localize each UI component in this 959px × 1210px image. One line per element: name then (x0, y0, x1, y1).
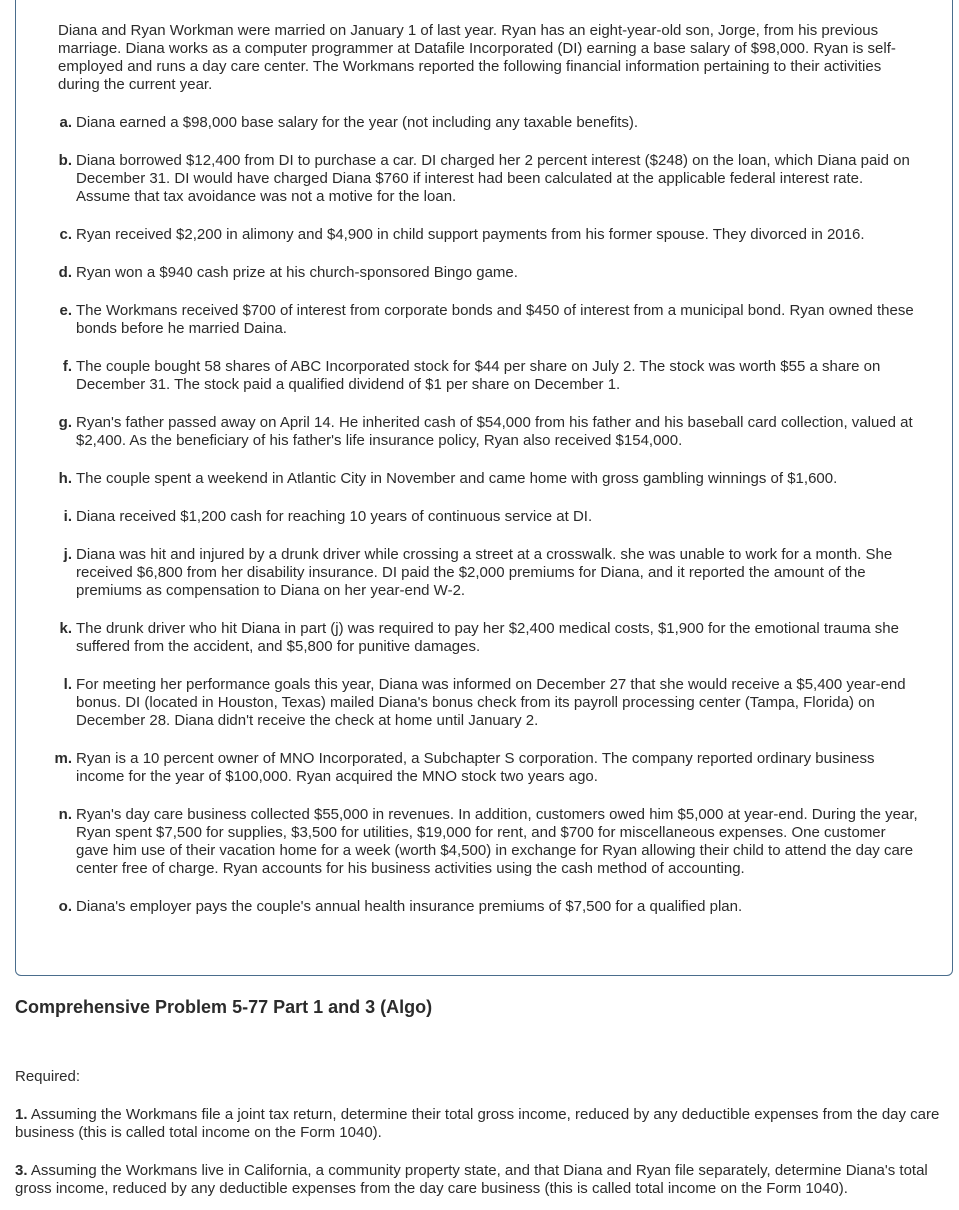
item-text: The couple spent a weekend in Atlantic City in November and came home with gross gambling winnings of $1,600. (76, 470, 838, 487)
requirement-text: Assuming the Workmans file a joint tax return, determine their total gross income, reduced by any deductible expenses from the day care business (this is called total income on the Form 1040). (15, 1106, 940, 1141)
list-item (40, 508, 920, 526)
requirement-text: Assuming the Workmans live in California, a community property state, and that Diana and Ryan file separately, determine Diana's total gross income, reduced by any deductible expenses from the day care business (this is called total income on the Form 1040). (15, 1162, 928, 1197)
required-label: Required: (15, 1068, 81, 1085)
requirement-number: 3. (15, 1162, 28, 1179)
item-letter: e. (59, 302, 72, 319)
item-text: Ryan won a $940 cash prize at his church-sponsored Bingo game. (76, 264, 518, 281)
item-text: Diana received $1,200 cash for reaching 10 years of continuous service at DI. (76, 508, 593, 525)
list-item (40, 806, 920, 878)
list-item (40, 152, 920, 206)
list-item (40, 470, 920, 488)
facts-list (40, 114, 920, 936)
item-letter: d. (58, 264, 72, 281)
item-text: Ryan received $2,200 in alimony and $4,900 in child support payments from his former spouse. They divorced in 2016. (76, 226, 865, 243)
list-item (40, 302, 920, 338)
item-letter: h. (58, 470, 72, 487)
requirement-1 (15, 1106, 955, 1142)
item-letter: b. (58, 152, 72, 169)
problem-title: Comprehensive Problem 5-77 Part 1 and 3 (Algo) (15, 997, 433, 1017)
list-item (40, 676, 920, 730)
list-item (40, 414, 920, 450)
item-letter: a. (59, 114, 72, 131)
list-item (40, 226, 920, 244)
item-text: Diana earned a $98,000 base salary for the year (not including any taxable benefits). (76, 114, 639, 131)
item-text: Ryan's father passed away on April 14. He inherited cash of $54,000 from his father and his baseball card collection, valued at $2,400. As the beneficiary of his father's life insurance policy, Ryan also received $154,000. (76, 414, 913, 449)
item-text: Diana borrowed $12,400 from DI to purchase a car. DI charged her 2 percent interest ($248) on the loan, which Diana paid on December 31. DI would have charged Diana $760 if interest had been calculated at the applicable federal interest rate. Assume that tax avoidance was not a motive for the loan. (76, 152, 910, 205)
list-item (40, 358, 920, 394)
item-letter: c. (59, 226, 72, 243)
item-letter: l. (63, 676, 72, 693)
item-text: The couple bought 58 shares of ABC Incorporated stock for $44 per share on July 2. The stock was worth $55 a share on December 31. The stock paid a qualified dividend of $1 per share on December 1. (76, 358, 881, 393)
list-item (40, 546, 920, 600)
requirement-number: 1. (15, 1106, 28, 1123)
item-letter: k. (59, 620, 72, 637)
list-item (40, 750, 920, 786)
item-letter: n. (58, 806, 72, 823)
item-text: Diana's employer pays the couple's annual health insurance premiums of $7,500 for a qualified plan. (76, 898, 743, 915)
item-text: Ryan's day care business collected $55,000 in revenues. In addition, customers owed him $5,000 at year-end. During the year, Ryan spent $7,500 for supplies, $3,500 for utilities, $19,000 for rent, and $700 for miscellaneous expenses. One customer gave him use of their vacation home for a week (worth $4,500) in exchange for Ryan allowing their child to attend the day care center free of charge. Ryan accounts for his business activities using the cash method of accounting. (76, 806, 918, 877)
item-letter: f. (62, 358, 72, 375)
item-text: The drunk driver who hit Diana in part (j) was required to pay her $2,400 medical costs, $1,900 for the emotional trauma she suffered from the accident, and $5,800 for punitive damages. (76, 620, 899, 655)
item-letter: g. (58, 414, 72, 431)
list-item (40, 620, 920, 656)
item-letter: o. (58, 898, 72, 915)
list-item (40, 114, 920, 132)
item-text: Diana was hit and injured by a drunk driver while crossing a street at a crosswalk. she was unable to work for a month. She received $6,800 from her disability insurance. DI paid the $2,000 premiums for Diana, and it reported the amount of the premiums as compensation to Diana on her year-end W-2. (76, 546, 893, 599)
requirement-3 (15, 1162, 955, 1198)
item-letter: m. (54, 750, 72, 767)
list-item (40, 898, 920, 916)
list-item (40, 264, 920, 282)
item-text: Ryan is a 10 percent owner of MNO Incorporated, a Subchapter S corporation. The company reported ordinary business income for the year of $100,000. Ryan acquired the MNO stock two years ago. (76, 750, 875, 785)
intro-paragraph: Diana and Ryan Workman were married on January 1 of last year. Ryan has an eight-year-old son, Jorge, from his previous marriage. Diana works as a computer programmer at Datafile Incorporated (DI) earning a base salary of $98,000. Ryan is self-employed and runs a day care center. The Workmans reported the following financial information pertaining to their activities during the current year. (58, 22, 896, 93)
item-text: For meeting her performance goals this year, Diana was informed on December 27 that she would receive a $5,400 year-end bonus. DI (located in Houston, Texas) mailed Diana's bonus check from its payroll processing center (Tampa, Florida) on December 28. Diana didn't receive the check at home until January 2. (76, 676, 906, 729)
item-text: The Workmans received $700 of interest from corporate bonds and $450 of interest from a municipal bond. Ryan owned these bonds before he married Daina. (76, 302, 914, 337)
item-letter: i. (63, 508, 72, 525)
item-letter: j. (63, 546, 72, 563)
